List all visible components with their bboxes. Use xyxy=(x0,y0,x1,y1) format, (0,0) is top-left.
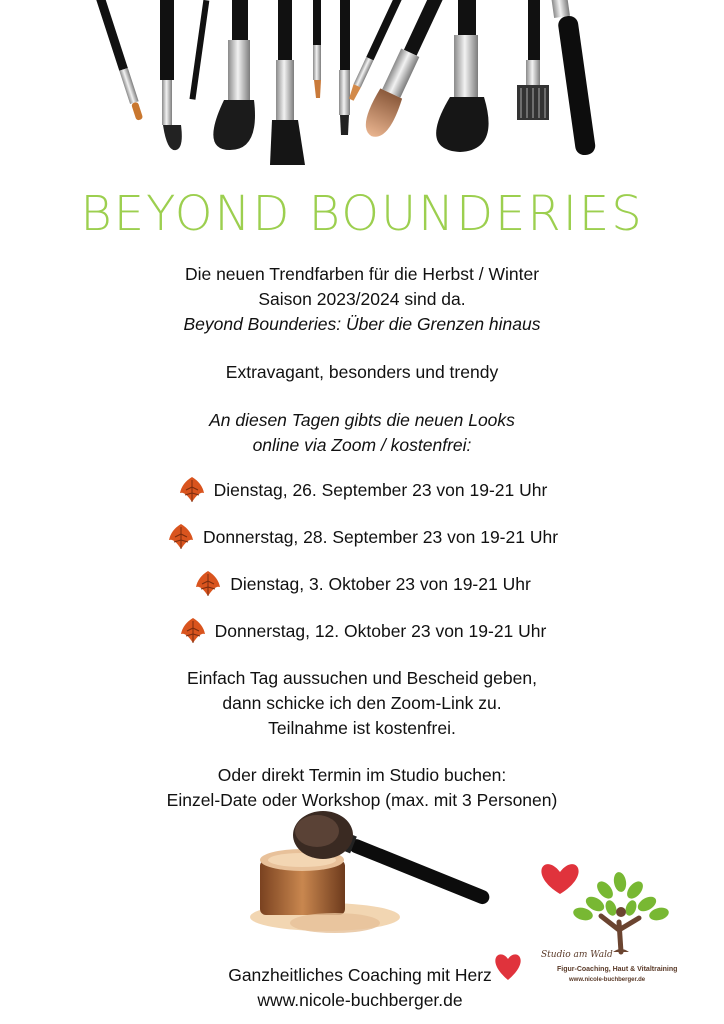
studio-line-2: Einzel-Date oder Workshop (max. mit 3 Personen) xyxy=(166,790,558,810)
instructions-line-2: dann schicke ich den Zoom-Link zu. xyxy=(222,693,502,713)
date-text: Dienstag, 3. Oktober 23 von 19-21 Uhr xyxy=(230,573,531,594)
footer-slogan: Ganzheitliches Coaching mit Herz xyxy=(228,965,492,985)
makeup-brushes-image xyxy=(0,0,724,175)
instructions-line-1: Einfach Tag aussuchen und Bescheid geben, xyxy=(187,668,537,688)
studio-line-1: Oder direkt Termin im Studio buchen: xyxy=(217,765,507,785)
date-text: Donnerstag, 28. September 23 von 19-21 Uhr xyxy=(202,526,559,547)
autumn-leaf-icon xyxy=(166,522,196,552)
intro-line-2: Saison 2023/2024 sind da. xyxy=(258,289,466,309)
online-line-2: online via Zoom / kostenfrei: xyxy=(252,435,472,455)
instructions-line-3: Teilnahme ist kostenfrei. xyxy=(268,718,456,738)
powder-and-brush-image xyxy=(245,805,510,950)
instructions xyxy=(0,666,724,741)
intro-line-1: Die neuen Trendfarben für die Herbst / Winter xyxy=(184,264,540,284)
date-text: Donnerstag, 12. Oktober 23 von 19-21 Uhr xyxy=(214,620,547,641)
intro-line-3: Beyond Bounderies: Über die Grenzen hinaus xyxy=(183,314,541,334)
autumn-leaf-icon xyxy=(177,475,207,505)
heart-icon xyxy=(490,950,526,982)
logo-subtitle: Figur-Coaching, Haut & Vitaltraining xyxy=(557,966,678,973)
logo-name: Studio am Wald xyxy=(541,950,613,960)
logo-url: www.nicole-buchberger.de xyxy=(569,977,646,983)
page-title: BEYOND BOUNDERIES xyxy=(80,186,644,242)
date-item xyxy=(0,616,724,646)
date-text: Dienstag, 26. September 23 von 19-21 Uhr xyxy=(213,479,548,500)
online-line-1: An diesen Tagen gibts die neuen Looks xyxy=(209,410,515,430)
date-item xyxy=(0,569,724,599)
date-item xyxy=(0,475,724,505)
tagline: Extravagant, besonders und trendy xyxy=(225,362,499,382)
autumn-leaf-icon xyxy=(193,569,223,599)
online-info xyxy=(0,408,724,458)
footer-website: www.nicole-buchberger.de xyxy=(257,990,463,1010)
date-item xyxy=(0,522,724,552)
autumn-leaf-icon xyxy=(178,616,208,646)
intro-text xyxy=(0,262,724,337)
